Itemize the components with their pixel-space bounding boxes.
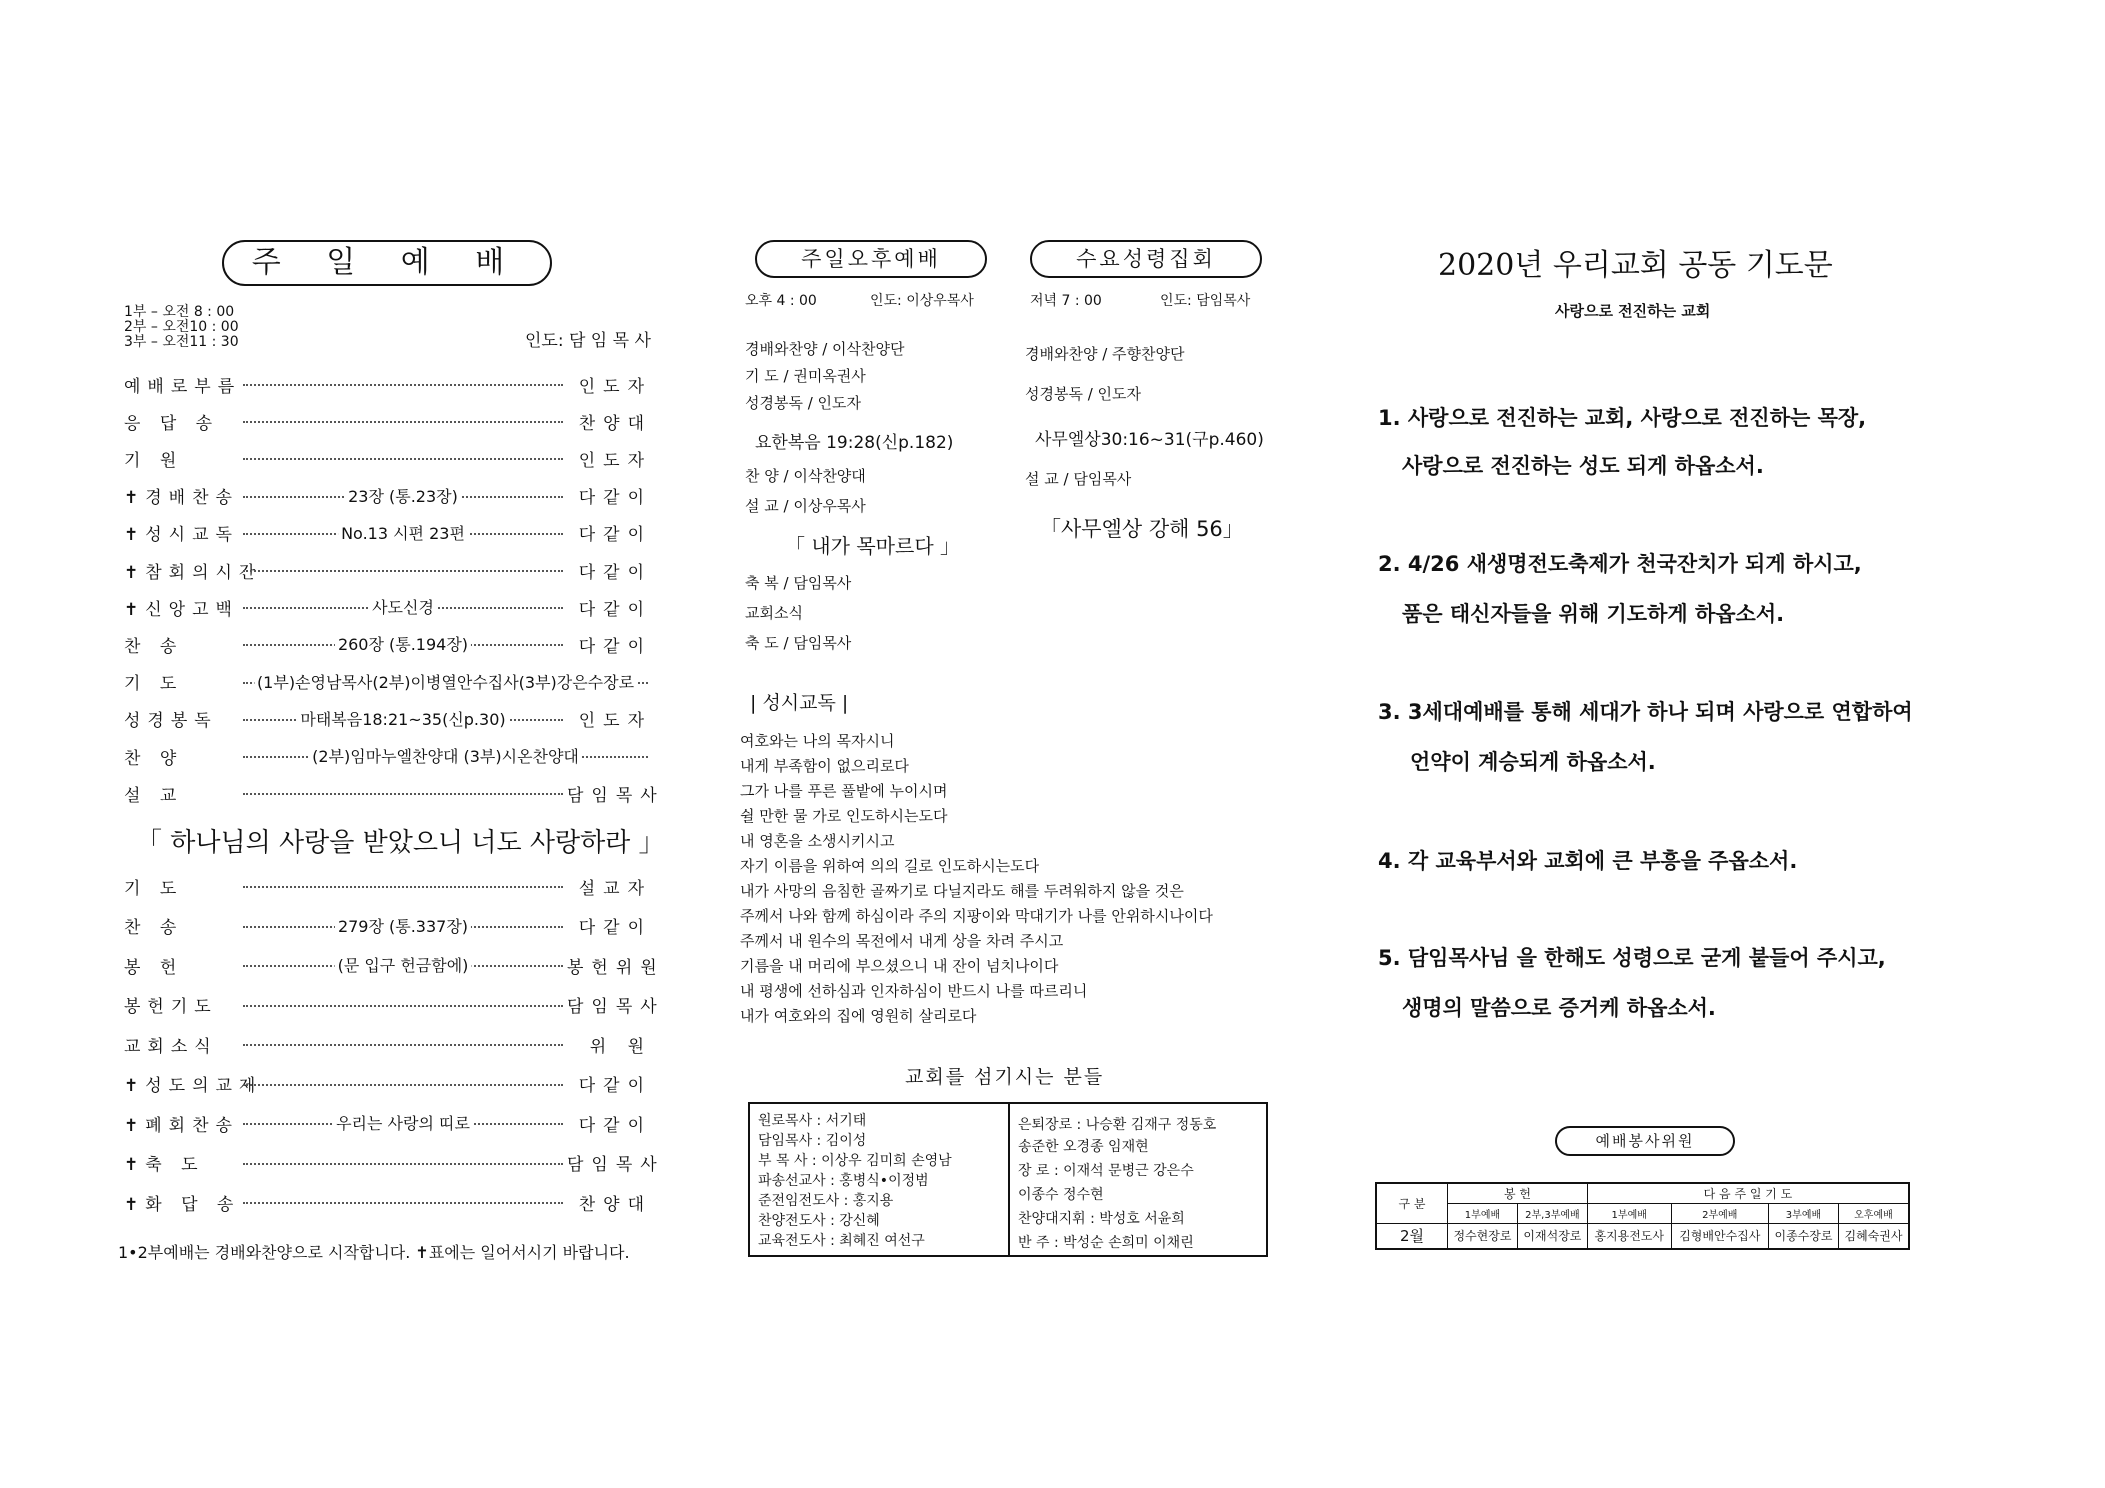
prayer-line: 사랑으로 전진하는 성도 되게 하옵소서. [1402,454,1764,478]
order-label: 예배로부름 [124,376,242,397]
time-3: 3부 – 오전11 : 30 [124,334,239,350]
order-row [124,951,665,979]
psalm-line: 그가 나를 푸른 풀밭에 누이시며 [740,782,948,800]
order-detail: 260장 (통.194장) [335,632,471,655]
order-row [124,1030,652,1058]
psalm-line: 내 평생에 선하심과 인자하심이 반드시 나를 따르리니 [740,982,1088,1000]
order-detail: (1부)손영남목사(2부)이병열안수집사(3부)강은수장로 [254,670,637,693]
afternoon-item: 요한복음 19:28(신p.182) [755,433,954,453]
order-label: ✝성도의교제 [124,1076,263,1096]
dot-leader [243,884,563,888]
order-row [124,872,652,900]
afternoon-leader: 인도: 이상우목사 [870,293,974,309]
wednesday-item: 경배와찬양 / 주향찬양단 [1025,345,1185,363]
order-person: 위 원 [589,1036,652,1057]
prayer-line: 언약이 계승되게 하옵소서. [1410,750,1656,774]
psalm-line: 기름을 내 머리에 부으셨으니 내 잔이 넘치나이다 [740,957,1059,975]
order-label: ✝화 답 송 [124,1194,241,1215]
afternoon-sermon-title: 「 내가 목마르다 」 [785,534,960,558]
dot-leader [243,1082,563,1086]
dot-leader [243,568,563,572]
order-person: 다같이 [578,525,652,546]
order-row [124,1109,652,1137]
dot-leader [243,791,563,795]
sub-header: 1부예배 [1448,1203,1518,1223]
order-row [124,1188,652,1216]
order-label: 응 답 송 [124,413,220,434]
dot-leader [243,1114,563,1133]
order-row [124,593,652,621]
order-row [124,370,652,398]
staff-title: 교회를 섬기시는 분들 [905,1066,1105,1088]
staff-right-line: 이종수 정수현 [1018,1187,1104,1203]
col-prayer: 다 음 주 일 기 도 [1587,1183,1909,1203]
order-person: 다같이 [578,599,652,620]
order-label: 교회소식 [124,1036,218,1057]
order-person: 봉헌위원 [567,957,665,978]
dot-leader [243,1161,563,1165]
order-label: ✝신앙고백 [124,599,239,620]
wednesday-item: 사무엘상30:16~31(구p.460) [1035,430,1264,450]
dot-leader [243,956,563,975]
psalm-line: 내가 사망의 음침한 골짜기로 다닐지라도 해를 두려워하지 않을 것은 [740,882,1184,900]
leader-label: 인도: 담 임 목 사 [525,331,651,351]
sunday-service-title: 주 일 예 배 [222,240,552,286]
order-detail: No.13 시편 23편 [338,521,468,544]
order-row [124,1149,665,1177]
order-row [124,444,652,472]
sub-header: 오후예배 [1838,1203,1909,1223]
afternoon-item: 찬 양 / 이삭찬양대 [745,467,866,485]
schedule-table [1375,1182,1910,1250]
order-person: 담임목사 [567,997,665,1017]
order-person: 인도자 [578,450,652,471]
order-person: 찬양대 [578,1194,652,1215]
sub-header: 1부예배 [1587,1203,1671,1223]
order-label: 기 도 [124,878,184,899]
order-row [124,668,652,696]
order-person: 인도자 [578,376,652,397]
prayer-line: 4. 각 교육부서와 교회에 큰 부흥을 주옵소서. [1378,849,1798,873]
footer-note: 1•2부예배는 경배와찬양으로 시작합니다. ✝표에는 일어서시기 바랍니다. [118,1243,630,1262]
afternoon-item: 설 교 / 이상우목사 [745,497,866,515]
sub-header: 2부,3부예배 [1517,1203,1587,1223]
psalm-line: 여호와는 나의 목자시니 [740,732,895,750]
dot-leader [243,1003,563,1007]
afternoon-service-title: 주일오후예배 [755,240,987,278]
dot-leader [243,709,563,729]
wednesday-leader: 인도: 담임목사 [1160,293,1251,309]
staff-left-line: 부 목 사 : 이상우 김미희 손영남 [758,1153,952,1169]
order-detail: 마태복음18:21~35(신p.30) [297,707,508,730]
psalm-line: 내게 부족함이 없으리로다 [740,757,909,775]
prayer-line: 2. 4/26 새생명전도축제가 천국잔치가 되게 하시고, [1378,552,1862,576]
order-person: 다같이 [578,918,652,938]
dot-leader [243,598,563,618]
prayer-line: 5. 담임목사님 을 한해도 성령으로 굳게 붙들어 주시고, [1378,946,1886,970]
order-detail: 사도신경 [369,595,437,618]
schedule-cell: 김혜숙권사 [1838,1223,1909,1249]
psalm-line: 자기 이름을 위하여 의의 길로 인도하시는도다 [740,857,1040,875]
afternoon-item: 기 도 / 권미옥권사 [745,367,866,385]
prayer-line: 생명의 말씀으로 증거케 하옵소서. [1402,996,1716,1020]
time-1: 1부 – 오전 8 : 00 [124,304,235,320]
order-list-1 [124,370,665,806]
service-times [124,305,239,350]
afternoon-time: 오후 4 : 00 [745,293,817,309]
sub-header: 3부예배 [1769,1203,1839,1223]
staff-right-line: 장 로 : 이재석 문병근 강은수 [1018,1163,1194,1179]
order-row [124,1070,652,1098]
order-row [124,556,652,584]
dot-leader [243,1042,563,1046]
order-row [124,407,652,435]
order-row [124,630,652,658]
order-person: 다같이 [578,488,652,509]
order-person: 담임목사 [567,1155,665,1175]
order-person: 인도자 [578,711,652,732]
order-row [124,705,652,733]
order-person: 다같이 [578,1115,652,1136]
afternoon-item: 축 복 / 담임목사 [745,574,852,592]
order-label: ✝경배찬송 [124,488,239,509]
order-row [124,482,652,510]
schedule-cell: 이재석장로 [1517,1223,1587,1249]
wednesday-item: 설 교 / 담임목사 [1025,470,1132,488]
wednesday-item: 성경봉독 / 인도자 [1025,385,1142,403]
order-label: ✝성시교독 [124,525,239,546]
order-row [124,779,665,807]
order-detail: (2부)임마누엘찬양대 (3부)시온찬양대 [309,744,582,767]
order-label: ✝폐회찬송 [124,1115,239,1136]
order-label: 찬 송 [124,918,184,938]
afternoon-item: 교회소식 [745,604,803,622]
order-person: 다같이 [578,562,652,583]
prayer-line: 3. 3세대예배를 통해 세대가 하나 되며 사랑으로 연합하여 [1378,700,1913,724]
afternoon-item: 축 도 / 담임목사 [745,634,852,652]
order-row [124,912,652,940]
psalm-line: 주께서 내 원수의 목전에서 내게 상을 차려 주시고 [740,932,1064,950]
staff-right-line: 송준한 오경종 임재현 [1018,1139,1149,1155]
order-detail: 279장 (통.337장) [335,914,471,937]
dot-leader [243,635,563,655]
dot-leader [243,672,648,692]
wednesday-sermon-title: 「사무엘상 강해 56」 [1040,517,1244,541]
order-person: 다같이 [578,636,652,657]
psalm-line: 쉴 만한 물 가로 인도하시는도다 [740,807,948,825]
psalm-line: 내 영혼을 소생시키시고 [740,832,895,850]
psalm-title: | 성시교독 | [750,692,849,714]
order-label: 찬 송 [124,636,184,657]
staff-left-line: 찬양전도사 : 강신혜 [758,1213,880,1229]
order-label: 설 교 [124,785,184,806]
staff-left-line: 파송선교사 : 홍병식•이정범 [758,1173,929,1189]
order-label: ✝축 도 [124,1155,205,1175]
staff-right-line: 찬양대지휘 : 박성호 서윤희 [1018,1211,1185,1227]
sermon-title: 「 하나님의 사랑을 받았으니 너도 사랑하라 」 [136,828,665,858]
sub-header: 2부예배 [1671,1203,1768,1223]
afternoon-item: 경배와찬양 / 이삭찬양단 [745,340,905,358]
prayer-subtitle: 사랑으로 전진하는 교회 [1555,302,1711,320]
order-label: 기 도 [124,674,184,695]
prayer-line: 품은 태신자들을 위해 기도하게 하옵소서. [1402,602,1785,626]
staff-right-line: 반 주 : 박성순 손희미 이채린 [1018,1235,1194,1251]
order-detail: 23장 (통.23장) [345,484,461,507]
order-label: ✝참회의시간 [124,562,263,583]
order-label: 성경봉독 [124,711,218,732]
staff-divider [1008,1104,1010,1255]
psalm-line: 주께서 나와 함께 하심이라 주의 지팡이와 막대기가 나를 안위하시나이다 [740,907,1213,925]
order-label: 기 원 [124,450,184,471]
order-row [124,519,652,547]
col-gubun: 구 분 [1376,1183,1448,1223]
month-cell: 2월 [1376,1223,1448,1249]
order-detail: (문 입구 헌금함에) [335,953,472,976]
wednesday-service-title: 수요성령집회 [1030,240,1262,278]
staff-left-line: 원로목사 : 서기태 [758,1113,867,1129]
order-label: 찬 양 [124,748,184,769]
time-2: 2부 – 오전10 : 00 [124,319,239,335]
prayer-title: 2020년 우리교회 공동 기도문 [1438,248,1833,283]
schedule-title: 예배봉사위원 [1555,1126,1735,1156]
staff-left-line: 교육전도사 : 최혜진 여선구 [758,1233,925,1249]
order-list-2 [124,872,665,1232]
order-person: 담임목사 [567,785,665,806]
staff-left-line: 준전임전도사 : 홍지용 [758,1193,894,1209]
order-person: 다같이 [578,1076,652,1096]
dot-leader [243,382,563,386]
order-detail: 우리는 사랑의 띠로 [333,1111,473,1134]
dot-leader [243,747,648,766]
order-label: 봉 헌 [124,957,184,978]
wednesday-time: 저녁 7 : 00 [1030,293,1102,309]
order-row [124,991,665,1019]
staff-right-line: 은퇴장로 : 나승환 김재구 정동호 [1018,1117,1217,1133]
order-person: 설교자 [578,878,652,899]
dot-leader [243,486,563,506]
dot-leader [243,523,563,543]
order-person: 찬양대 [578,413,652,434]
schedule-cell: 김형배안수집사 [1671,1223,1768,1249]
staff-left-line: 담임목사 : 김이성 [758,1133,867,1149]
order-row [124,742,652,770]
schedule-cell: 정수현장로 [1448,1223,1518,1249]
dot-leader [243,916,563,936]
col-offering: 봉 헌 [1448,1183,1588,1203]
dot-leader [243,1200,563,1204]
psalm-line: 내가 여호와의 집에 영원히 살리로다 [740,1007,977,1025]
afternoon-item: 성경봉독 / 인도자 [745,394,862,412]
order-label: 봉헌기도 [124,997,218,1017]
prayer-line: 1. 사랑으로 전진하는 교회, 사랑으로 전진하는 목장, [1378,406,1867,430]
staff-box [748,1102,1268,1257]
schedule-cell: 홍지용전도사 [1587,1223,1671,1249]
dot-leader [243,456,563,460]
dot-leader [243,419,563,423]
schedule-cell: 이종수장로 [1769,1223,1839,1249]
